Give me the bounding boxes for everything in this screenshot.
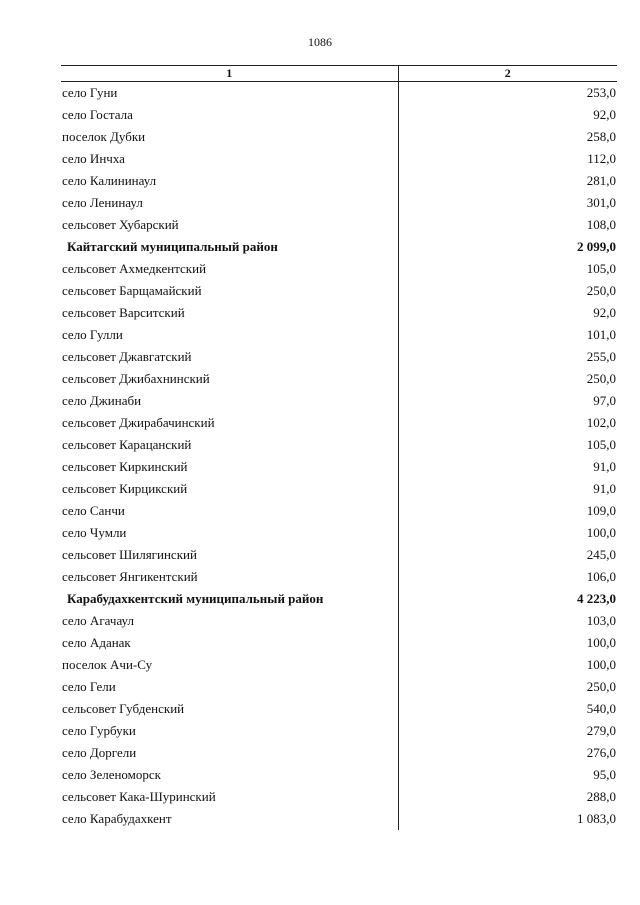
table-row — [61, 698, 617, 720]
table-row — [61, 742, 617, 764]
locality-name: поселок Ачи-Су — [61, 654, 398, 676]
locality-name: сельсовет Джирабачинский — [61, 412, 398, 434]
locality-name: село Доргели — [61, 742, 398, 764]
table-row — [61, 632, 617, 654]
locality-name: сельсовет Ахмедкентский — [61, 258, 398, 280]
locality-amount: 105,0 — [586, 437, 616, 452]
table-row — [61, 456, 617, 478]
column-header-2: 2 — [398, 66, 617, 82]
table-row — [61, 368, 617, 390]
locality-name: сельсовет Барщамайский — [61, 280, 398, 302]
locality-amount: 250,0 — [586, 679, 616, 694]
locality-name: село Ленинаул — [61, 192, 398, 214]
locality-name: село Гуни — [61, 82, 398, 105]
table-row — [61, 258, 617, 280]
locality-amount: 540,0 — [586, 701, 616, 716]
locality-amount: 91,0 — [593, 459, 616, 474]
locality-amount: 1 083,0 — [577, 811, 616, 826]
district-row — [61, 588, 617, 610]
locality-name: село Санчи — [61, 500, 398, 522]
locality-amount: 288,0 — [586, 789, 616, 804]
table-row — [61, 676, 617, 698]
table-row — [61, 104, 617, 126]
table-row — [61, 214, 617, 236]
table-row — [61, 478, 617, 500]
locality-name: село Зеленоморск — [61, 764, 398, 786]
locality-amount: 95,0 — [593, 767, 616, 782]
table-body — [61, 82, 617, 831]
locality-amount: 92,0 — [593, 107, 616, 122]
locality-name: село Аданак — [61, 632, 398, 654]
locality-amount: 102,0 — [586, 415, 616, 430]
locality-name: сельсовет Варситский — [61, 302, 398, 324]
table-row — [61, 808, 617, 830]
locality-amount: 108,0 — [586, 217, 616, 232]
district-name: Кайтагский муниципальный район — [61, 236, 398, 258]
locality-amount: 281,0 — [586, 173, 616, 188]
table-row — [61, 566, 617, 588]
locality-name: сельсовет Карацанский — [61, 434, 398, 456]
locality-amount: 276,0 — [586, 745, 616, 760]
table-row — [61, 720, 617, 742]
table-row — [61, 522, 617, 544]
table-row — [61, 786, 617, 808]
locality-amount: 301,0 — [586, 195, 616, 210]
table-row — [61, 192, 617, 214]
locality-amount: 100,0 — [586, 635, 616, 650]
locality-name: село Инчха — [61, 148, 398, 170]
table-row — [61, 544, 617, 566]
locality-name: сельсовет Джавгатский — [61, 346, 398, 368]
table-row — [61, 764, 617, 786]
locality-amount: 253,0 — [586, 85, 616, 100]
table-row — [61, 148, 617, 170]
table-row — [61, 654, 617, 676]
locality-amount: 100,0 — [586, 525, 616, 540]
locality-amount: 105,0 — [586, 261, 616, 276]
locality-name: сельсовет Хубарский — [61, 214, 398, 236]
locality-name: село Гостала — [61, 104, 398, 126]
locality-name: сельсовет Кирцикский — [61, 478, 398, 500]
table-header — [61, 66, 617, 82]
table-row — [61, 412, 617, 434]
district-total: 2 099,0 — [577, 239, 616, 254]
locality-amount: 106,0 — [586, 569, 616, 584]
locality-amount: 250,0 — [586, 371, 616, 386]
locality-amount: 112,0 — [587, 151, 616, 166]
locality-name: село Гурбуки — [61, 720, 398, 742]
table-row — [61, 126, 617, 148]
district-row — [61, 236, 617, 258]
locality-name: сельсовет Янгикентский — [61, 566, 398, 588]
allocation-table — [61, 65, 617, 830]
district-total: 4 223,0 — [577, 591, 616, 606]
locality-name: сельсовет Кака-Шуринский — [61, 786, 398, 808]
district-name: Карабудахкентский муниципальный район — [61, 588, 398, 610]
table-header-row — [61, 66, 617, 82]
locality-name: село Калининаул — [61, 170, 398, 192]
locality-name: село Агачаул — [61, 610, 398, 632]
locality-name: сельсовет Киркинский — [61, 456, 398, 478]
table-row — [61, 280, 617, 302]
locality-amount: 279,0 — [586, 723, 616, 738]
locality-name: сельсовет Джибахнинский — [61, 368, 398, 390]
table-row — [61, 434, 617, 456]
locality-amount: 100,0 — [586, 657, 616, 672]
locality-amount: 101,0 — [586, 327, 616, 342]
table-row — [61, 324, 617, 346]
locality-amount: 250,0 — [586, 283, 616, 298]
locality-name: сельсовет Губденский — [61, 698, 398, 720]
locality-name: село Чумли — [61, 522, 398, 544]
table-row — [61, 500, 617, 522]
page-number: 1086 — [308, 35, 332, 49]
locality-name: село Джинаби — [61, 390, 398, 412]
locality-amount: 91,0 — [593, 481, 616, 496]
table-row — [61, 170, 617, 192]
table-row — [61, 390, 617, 412]
locality-amount: 255,0 — [586, 349, 616, 364]
locality-name: поселок Дубки — [61, 126, 398, 148]
table-row — [61, 302, 617, 324]
locality-amount: 92,0 — [593, 305, 616, 320]
column-header-1: 1 — [61, 66, 398, 82]
table-row — [61, 610, 617, 632]
locality-name: село Гели — [61, 676, 398, 698]
table-row — [61, 82, 617, 105]
locality-amount: 103,0 — [586, 613, 616, 628]
locality-amount: 109,0 — [586, 503, 616, 518]
locality-name: сельсовет Шилягинский — [61, 544, 398, 566]
locality-name: село Гулли — [61, 324, 398, 346]
locality-name: село Карабудахкент — [61, 808, 398, 830]
locality-amount: 97,0 — [593, 393, 616, 408]
table-row — [61, 346, 617, 368]
locality-amount: 245,0 — [586, 547, 616, 562]
locality-amount: 258,0 — [586, 129, 616, 144]
